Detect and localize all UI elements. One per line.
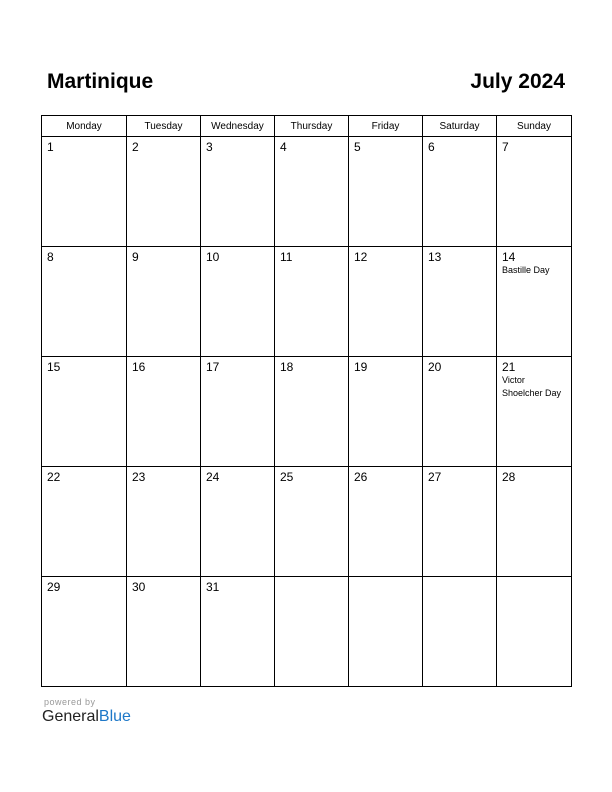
day-number: 4 — [280, 140, 287, 154]
day-number: 27 — [428, 470, 442, 484]
calendar-day-cell — [201, 137, 275, 247]
calendar-day-cell — [349, 357, 423, 467]
calendar-day-cell — [42, 467, 127, 577]
day-number: 24 — [206, 470, 220, 484]
powered-by-label: powered by — [44, 697, 96, 707]
calendar-day-cell — [201, 357, 275, 467]
calendar-day-cell — [201, 247, 275, 357]
calendar-week-row — [42, 467, 572, 577]
weekday-wednesday: Wednesday — [201, 116, 275, 137]
day-number: 26 — [354, 470, 368, 484]
calendar-day-cell — [349, 577, 423, 687]
day-number: 25 — [280, 470, 294, 484]
day-number: 21 — [502, 360, 516, 374]
weekday-monday: Monday — [42, 116, 127, 137]
calendar-day-cell — [127, 467, 201, 577]
calendar-day-cell — [42, 137, 127, 247]
calendar-day-cell — [127, 577, 201, 687]
calendar-week-row — [42, 577, 572, 687]
day-number — [423, 577, 496, 580]
country-title: Martinique — [47, 70, 154, 93]
calendar-day-cell — [42, 247, 127, 357]
day-number: 6 — [428, 140, 435, 154]
day-number: 12 — [354, 250, 368, 264]
calendar-day-cell — [423, 137, 497, 247]
day-number: 13 — [428, 250, 442, 264]
calendar-day-cell — [275, 467, 349, 577]
day-number — [349, 577, 422, 580]
month-year-title: July 2024 — [470, 70, 565, 93]
day-number: 28 — [502, 470, 516, 484]
day-number: 10 — [206, 250, 220, 264]
day-number: 23 — [132, 470, 146, 484]
weekday-friday: Friday — [349, 116, 423, 137]
day-number: 20 — [428, 360, 442, 374]
holiday-label: Victor Shoelcher Day — [502, 375, 562, 398]
day-number: 11 — [280, 250, 293, 264]
day-number: 7 — [502, 140, 509, 154]
calendar-day-cell — [349, 247, 423, 357]
weekday-thursday: Thursday — [275, 116, 349, 137]
calendar-day-cell — [497, 357, 572, 467]
calendar-day-cell — [275, 137, 349, 247]
day-number: 18 — [280, 360, 294, 374]
calendar-day-cell — [275, 357, 349, 467]
day-number: 30 — [132, 580, 146, 594]
day-number: 31 — [206, 580, 220, 594]
brand-blue-text: Blue — [98, 708, 131, 725]
calendar-day-cell — [423, 357, 497, 467]
calendar-day-cell — [497, 247, 572, 357]
day-number: 19 — [354, 360, 368, 374]
day-number: 15 — [47, 360, 61, 374]
calendar-day-cell — [42, 357, 127, 467]
day-number: 9 — [132, 250, 139, 264]
day-number: 2 — [132, 140, 139, 154]
calendar-day-cell — [423, 247, 497, 357]
day-number: 29 — [47, 580, 61, 594]
day-number: 1 — [47, 140, 54, 154]
calendar-day-cell — [127, 357, 201, 467]
weekday-sunday: Sunday — [497, 116, 572, 137]
calendar-day-cell — [201, 577, 275, 687]
day-number: 8 — [47, 250, 54, 264]
calendar-day-cell — [201, 467, 275, 577]
day-number — [497, 577, 571, 580]
day-number: 17 — [206, 360, 220, 374]
calendar-week-row — [42, 357, 572, 467]
brand-general-text: General — [42, 708, 99, 725]
holiday-label: Bastille Day — [502, 265, 550, 275]
calendar-day-cell — [497, 577, 572, 687]
calendar-day-cell — [127, 247, 201, 357]
calendar-day-cell — [497, 137, 572, 247]
calendar-week-row — [42, 247, 572, 357]
calendar-day-cell — [349, 137, 423, 247]
calendar-day-cell — [349, 467, 423, 577]
calendar-day-cell — [275, 577, 349, 687]
weekday-tuesday: Tuesday — [127, 116, 201, 137]
day-number: 5 — [354, 140, 361, 154]
day-number: 22 — [47, 470, 61, 484]
weekday-header-row — [42, 116, 572, 137]
calendar-week-row — [42, 137, 572, 247]
day-number — [275, 577, 348, 580]
calendar-day-cell — [275, 247, 349, 357]
calendar-day-cell — [42, 577, 127, 687]
calendar-grid — [41, 115, 572, 687]
calendar-day-cell — [497, 467, 572, 577]
generalblue-logo — [42, 708, 131, 726]
weekday-saturday: Saturday — [423, 116, 497, 137]
day-number: 16 — [132, 360, 146, 374]
calendar-day-cell — [127, 137, 201, 247]
calendar-day-cell — [423, 577, 497, 687]
day-number: 14 — [502, 250, 516, 264]
day-number: 3 — [206, 140, 213, 154]
calendar-day-cell — [423, 467, 497, 577]
